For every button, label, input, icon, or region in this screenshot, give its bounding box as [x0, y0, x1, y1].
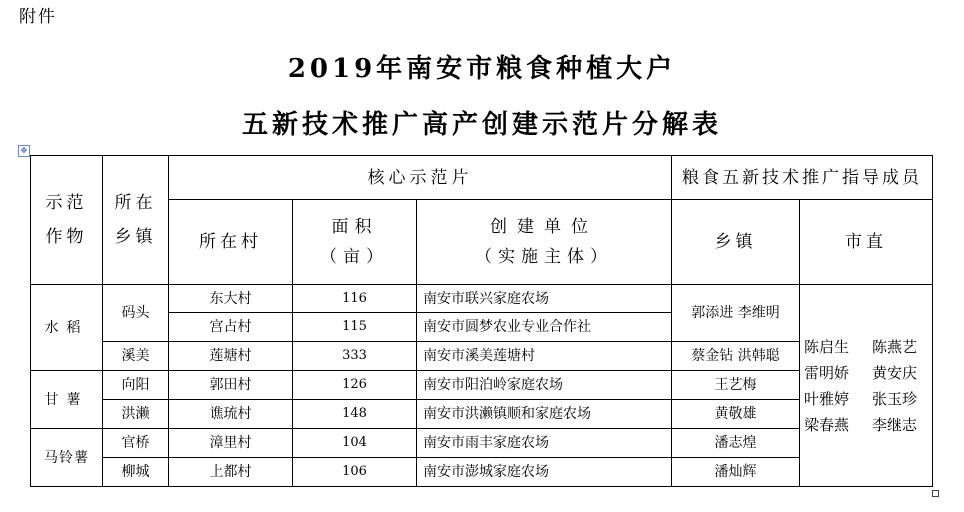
- town-liucheng: 柳城: [103, 458, 169, 487]
- city-member-row: [800, 334, 932, 360]
- city-member: 陈燕艺: [872, 337, 918, 356]
- town-guanqiao: 官桥: [103, 429, 169, 458]
- header-village: 所在村: [169, 200, 293, 285]
- table-row: [31, 429, 933, 458]
- city-member: 陈启生: [804, 337, 850, 356]
- area-cell: 115: [293, 313, 417, 342]
- header-unit-line1: 创建单位: [490, 217, 598, 237]
- demonstration-table: [30, 155, 933, 487]
- area-cell: 126: [293, 371, 417, 400]
- area-cell: 333: [293, 342, 417, 371]
- header-area-line1: 面积: [331, 217, 378, 237]
- city-member: 黄安庆: [872, 363, 918, 382]
- unit-cell: 南安市阳泊岭家庭农场: [417, 371, 672, 400]
- city-member: 梁春燕: [804, 415, 850, 434]
- guide-town-cell: 黄敬雄: [672, 400, 800, 429]
- document-title-line1: 2019年南安市粮食种植大户: [287, 54, 677, 84]
- city-member: 叶雅婷: [804, 389, 850, 408]
- header-crop-line2: 作物: [45, 227, 88, 247]
- header-guide-members: 粮食五新技术推广指导成员: [672, 156, 933, 200]
- unit-cell: 南安市圆梦农业专业合作社: [417, 313, 672, 342]
- village-cell: 谯琉村: [169, 400, 293, 429]
- header-guide-city: 市直: [800, 200, 933, 285]
- guide-town-cell: 蔡金钻 洪韩聪: [672, 342, 800, 371]
- table-move-handle-icon[interactable]: ✥: [18, 145, 30, 157]
- guide-town-cell: 郭添进 李维明: [672, 285, 800, 342]
- town-honglai: 洪濑: [103, 400, 169, 429]
- header-town-line2: 乡镇: [114, 227, 157, 247]
- guide-town-cell: 潘志煌: [672, 429, 800, 458]
- city-member-row: [800, 386, 932, 412]
- guide-town-cell: 潘灿辉: [672, 458, 800, 487]
- header-crop-line1: 示范: [45, 193, 88, 213]
- town-ximei: 溪美: [103, 342, 169, 371]
- table-row: [31, 285, 933, 313]
- crop-rice: 水稻: [31, 285, 103, 371]
- header-unit: [417, 200, 672, 285]
- city-members-cell: [800, 285, 933, 487]
- header-core-demo: 核心示范片: [169, 156, 672, 200]
- attachment-label: 附件: [19, 7, 57, 27]
- header-unit-line2: （实施主体）: [475, 247, 613, 267]
- village-cell: 宫占村: [169, 313, 293, 342]
- city-member-row: [800, 360, 932, 386]
- table-row: [31, 400, 933, 429]
- village-cell: 漳里村: [169, 429, 293, 458]
- area-cell: 116: [293, 285, 417, 313]
- crop-potato: 马铃薯: [31, 429, 103, 487]
- village-cell: 上都村: [169, 458, 293, 487]
- city-member: 张玉珍: [872, 389, 918, 408]
- unit-cell: 南安市澎城家庭农场: [417, 458, 672, 487]
- header-town-line1: 所在: [114, 193, 157, 213]
- table-row: [31, 371, 933, 400]
- crop-sweet-potato: 甘薯: [31, 371, 103, 429]
- village-cell: 东大村: [169, 285, 293, 313]
- town-xiangyang: 向阳: [103, 371, 169, 400]
- header-area-line2: （亩）: [320, 247, 389, 267]
- area-cell: 106: [293, 458, 417, 487]
- header-town: [103, 156, 169, 285]
- area-cell: 148: [293, 400, 417, 429]
- village-cell: 郭田村: [169, 371, 293, 400]
- unit-cell: 南安市洪濑镇顺和家庭农场: [417, 400, 672, 429]
- table-resize-handle[interactable]: [932, 490, 939, 497]
- village-cell: 莲塘村: [169, 342, 293, 371]
- area-cell: 104: [293, 429, 417, 458]
- unit-cell: 南安市联兴家庭农场: [417, 285, 672, 313]
- table-row: [31, 342, 933, 371]
- guide-town-cell: 王艺梅: [672, 371, 800, 400]
- city-member-row: [800, 412, 932, 438]
- city-member: 李继志: [872, 415, 918, 434]
- city-member: 雷明娇: [804, 363, 850, 382]
- table-row: [31, 458, 933, 487]
- header-guide-town: 乡镇: [672, 200, 800, 285]
- town-matou: 码头: [103, 285, 169, 342]
- document-title-line2: 五新技术推广高产创建示范片分解表: [241, 110, 722, 140]
- header-area: [293, 200, 417, 285]
- unit-cell: 南安市雨丰家庭农场: [417, 429, 672, 458]
- unit-cell: 南安市溪美莲塘村: [417, 342, 672, 371]
- header-crop: [31, 156, 103, 285]
